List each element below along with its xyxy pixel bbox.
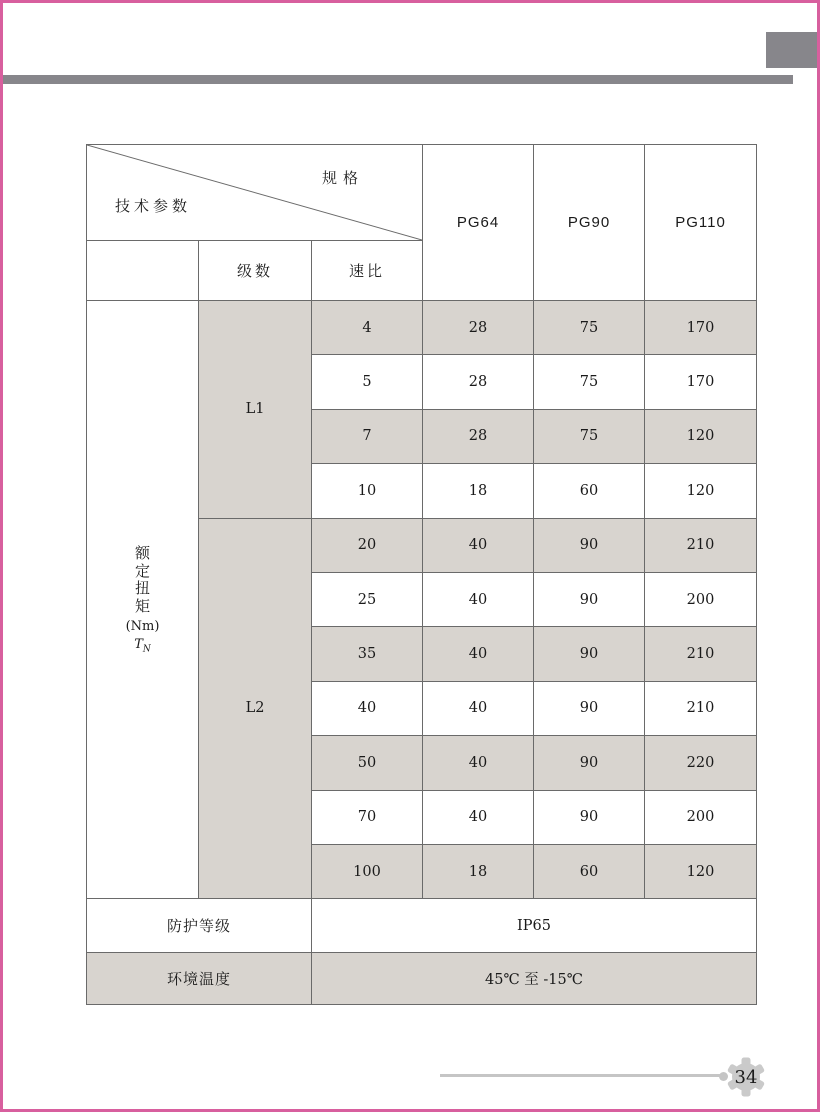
stage-header: 级数 <box>199 241 312 301</box>
pg110-cell: 220 <box>645 736 757 790</box>
pg110-cell: 120 <box>645 410 757 464</box>
stage-l1-cell: L1 <box>199 301 312 519</box>
pg64-cell: 40 <box>423 682 534 736</box>
pg90-cell: 90 <box>534 627 645 681</box>
footer-rule-line <box>440 1074 721 1077</box>
ratio-cell: 25 <box>312 573 423 627</box>
spec-table <box>86 144 757 1005</box>
ratio-cell: 7 <box>312 410 423 464</box>
pg110-cell: 170 <box>645 301 757 355</box>
pg110-cell: 120 <box>645 845 757 899</box>
pg90-cell: 90 <box>534 519 645 573</box>
ratio-cell: 50 <box>312 736 423 790</box>
ratio-header: 速比 <box>312 241 423 301</box>
pg64-cell: 40 <box>423 519 534 573</box>
pg90-cell: 75 <box>534 301 645 355</box>
pg64-cell: 18 <box>423 464 534 518</box>
gear-page-badge <box>725 1056 767 1098</box>
pg90-cell: 60 <box>534 464 645 518</box>
pg110-cell: 200 <box>645 573 757 627</box>
stage-l2-cell: L2 <box>199 519 312 900</box>
pg90-cell: 75 <box>534 355 645 409</box>
pg64-cell: 18 <box>423 845 534 899</box>
pg110-cell: 120 <box>645 464 757 518</box>
pg110-cell: 200 <box>645 791 757 845</box>
pg64-cell: 28 <box>423 301 534 355</box>
temperature-label: 环境温度 <box>87 953 312 1005</box>
top-corner-block <box>766 32 817 68</box>
pg110-cell: 170 <box>645 355 757 409</box>
empty-header-cell <box>87 241 199 301</box>
torque-symbol: $T_N$ <box>134 636 151 655</box>
pg90-cell: 90 <box>534 736 645 790</box>
pg64-cell: 28 <box>423 410 534 464</box>
protection-label: 防护等级 <box>87 899 312 953</box>
ratio-cell: 100 <box>312 845 423 899</box>
pg110-cell: 210 <box>645 627 757 681</box>
header-spec-label: 规格 <box>321 170 364 187</box>
top-gray-bar <box>3 75 793 84</box>
torque-unit: (Nm) <box>125 618 160 634</box>
torque-label-stack <box>126 545 160 654</box>
temperature-value: 45℃ 至 -15℃ <box>312 953 757 1005</box>
pg64-cell: 40 <box>423 573 534 627</box>
pg110-cell: 210 <box>645 519 757 573</box>
protection-value: IP65 <box>312 899 757 953</box>
ratio-cell: 4 <box>312 301 423 355</box>
torque-label-vertical: 额定扭矩 <box>134 544 150 616</box>
col-header-pg64: PG64 <box>423 145 534 301</box>
page-number: 34 <box>734 1067 758 1088</box>
pg64-cell: 40 <box>423 736 534 790</box>
pg90-cell: 90 <box>534 791 645 845</box>
pg90-cell: 90 <box>534 573 645 627</box>
ratio-cell: 40 <box>312 682 423 736</box>
ratio-cell: 70 <box>312 791 423 845</box>
pg64-cell: 40 <box>423 791 534 845</box>
col-header-pg110: PG110 <box>645 145 757 301</box>
ratio-cell: 10 <box>312 464 423 518</box>
pg90-cell: 60 <box>534 845 645 899</box>
pg64-cell: 40 <box>423 627 534 681</box>
pg90-cell: 90 <box>534 682 645 736</box>
pg110-cell: 210 <box>645 682 757 736</box>
ratio-cell: 5 <box>312 355 423 409</box>
ratio-cell: 20 <box>312 519 423 573</box>
col-header-pg90: PG90 <box>534 145 645 301</box>
diagonal-line <box>87 145 422 240</box>
pg64-cell: 28 <box>423 355 534 409</box>
pg90-cell: 75 <box>534 410 645 464</box>
diagonal-header-cell <box>87 145 423 241</box>
torque-label-cell <box>87 301 199 899</box>
header-params-label: 技术参数 <box>115 198 192 215</box>
ratio-cell: 35 <box>312 627 423 681</box>
